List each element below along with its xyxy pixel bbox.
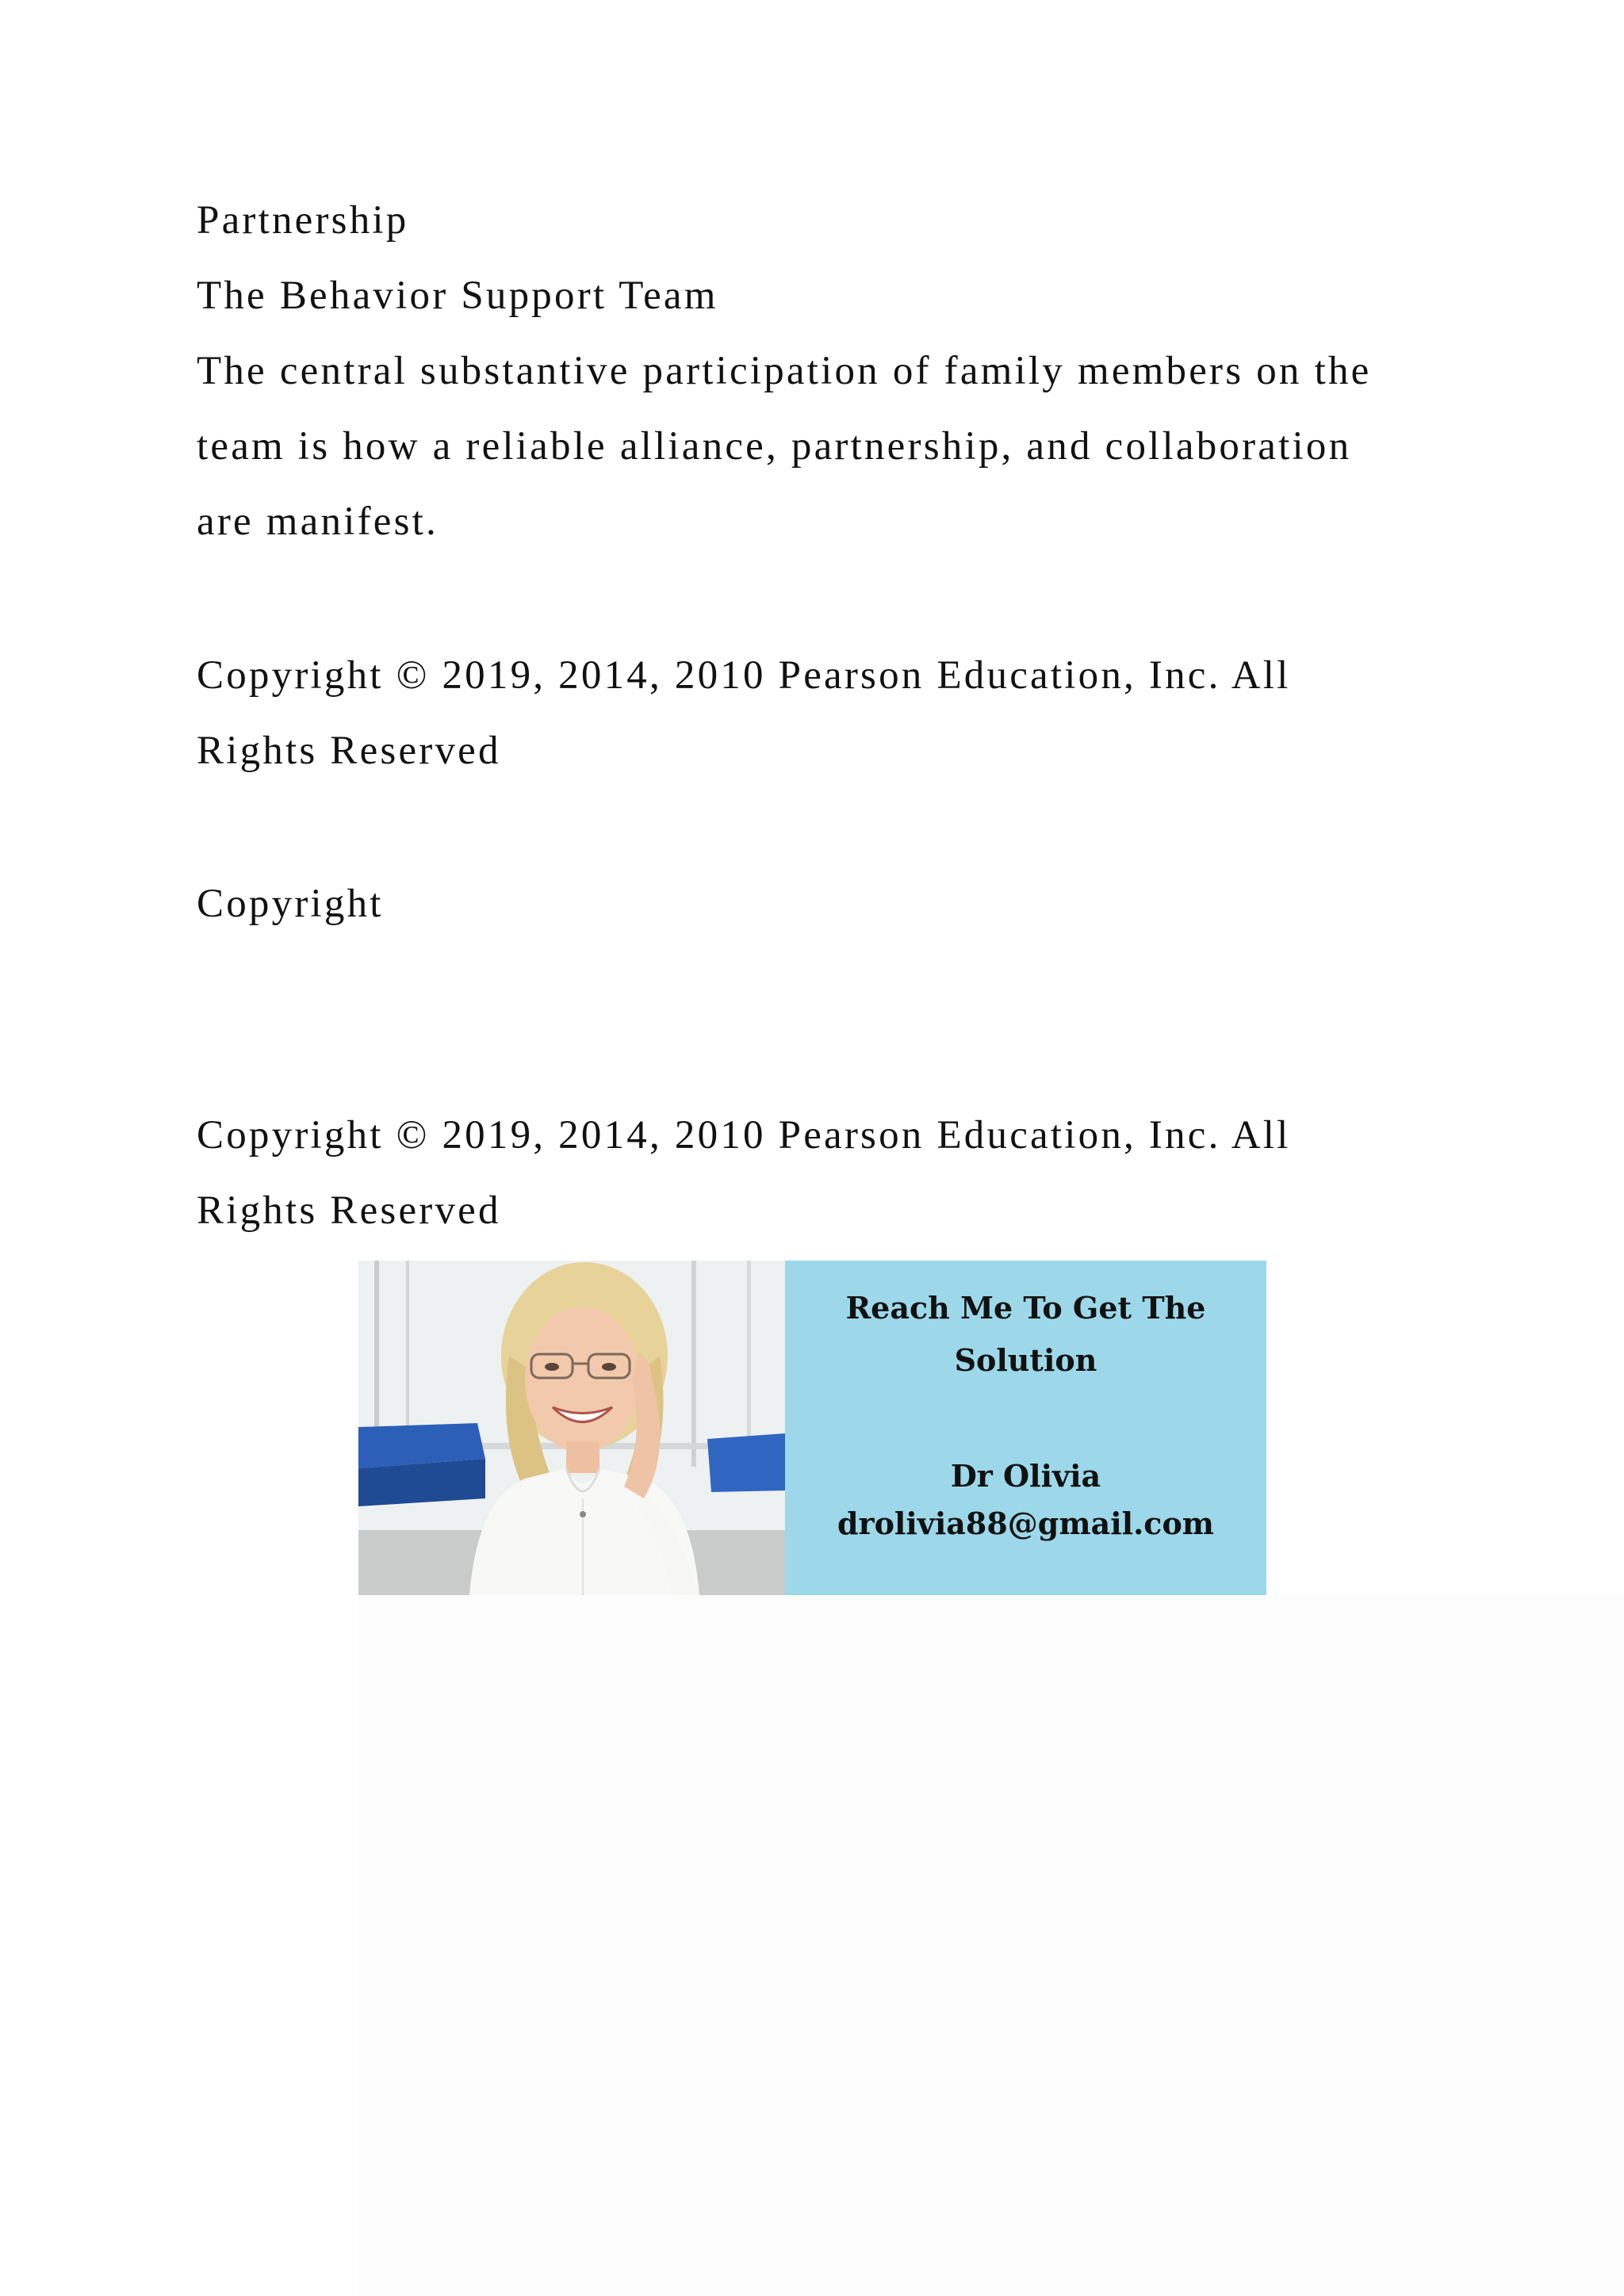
- document-heading: Partnership: [197, 198, 409, 243]
- smiling-woman-photo: [358, 1261, 785, 1595]
- banner-headline: Reach Me To Get The: [845, 1290, 1206, 1326]
- copyright-line: Copyright © 2019, 2014, 2010 Pearson Education, Inc. All: [197, 653, 1291, 698]
- contact-email-link[interactable]: drolivia88@gmail.com: [837, 1506, 1215, 1541]
- document-subheading: The Behavior Support Team: [197, 274, 718, 318]
- copyright-line: Copyright © 2019, 2014, 2010 Pearson Education, Inc. All: [197, 1113, 1291, 1158]
- contact-info-panel: [785, 1261, 1266, 1595]
- copyright-notice: [197, 1098, 1434, 1249]
- paragraph-line: are manifest.: [197, 499, 439, 544]
- copyright-notice: [197, 638, 1434, 789]
- copyright-line: Rights Reserved: [197, 729, 501, 773]
- page-shade: [358, 1595, 1624, 2296]
- contact-banner[interactable]: [358, 1261, 1266, 1595]
- paragraph-line: team is how a reliable alliance, partnership, and collaboration: [197, 424, 1352, 469]
- contact-name: Dr Olivia: [950, 1458, 1101, 1494]
- banner-headline-2: Solution: [954, 1342, 1097, 1378]
- copyright-heading-text: Copyright: [197, 882, 384, 926]
- copyright-line: Rights Reserved: [197, 1188, 501, 1233]
- paragraph-line: The central substantive participation of family members on the: [197, 349, 1372, 393]
- copyright-heading: [197, 867, 1434, 942]
- document-top-block: [197, 183, 1434, 560]
